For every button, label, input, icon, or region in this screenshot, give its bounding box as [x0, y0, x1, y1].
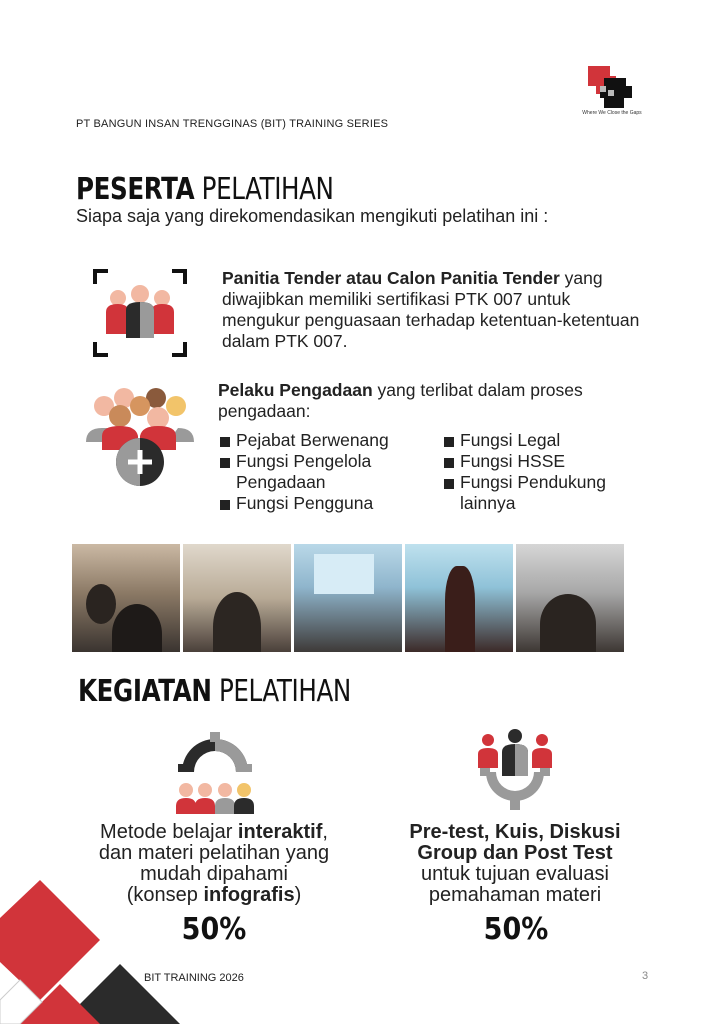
logo-caption: Where We Close the Gaps [582, 110, 642, 116]
item2-desc: yang terlibat dalam proses pengadaan: [218, 380, 583, 421]
activity-left-text: Metode belajar interaktif, dan materi pelatihan yang mudah dipahami (konsep infografis) [98, 821, 330, 906]
list-item: Fungsi Pendukung lainnya [444, 472, 644, 514]
training-photo [405, 544, 513, 652]
list-item: Fungsi Pengguna [220, 493, 430, 514]
role-list-right [444, 430, 644, 514]
item1-text [222, 268, 642, 352]
group-add-icon [84, 384, 196, 488]
training-photo [72, 544, 180, 652]
list-item: Fungsi Pengelola Pengadaan [220, 451, 430, 493]
item1-bold: Panitia Tender atau Calon Panitia Tender [222, 268, 560, 288]
activity-right-percent: 50% [483, 912, 549, 947]
bullet-icon [444, 437, 454, 447]
bullet-icon [220, 500, 230, 510]
training-photo [516, 544, 624, 652]
gear-team-icon [170, 728, 260, 814]
section-subtitle: Siapa saja yang direkomendasikan mengikuti pelatihan ini : [76, 206, 549, 226]
corner-decoration [0, 880, 180, 1024]
title-bold: KEGIATAN [78, 674, 212, 709]
page-number: 3 [642, 970, 649, 982]
list-item: Pejabat Berwenang [220, 430, 430, 451]
training-photo [294, 544, 402, 652]
team-gear-icon [474, 728, 556, 812]
activity-right-text: Pre-test, Kuis, Diskusi Group dan Post Test untuk tujuan evaluasi pemahaman materi [409, 821, 621, 906]
item2-text [218, 380, 638, 422]
section-title-kegiatan [78, 674, 351, 709]
header-company: PT BANGUN INSAN TRENGGINAS (BIT) TRAINING SERIES [76, 118, 389, 130]
footer-label: BIT TRAINING 2026 [144, 972, 244, 984]
bullet-icon [220, 437, 230, 447]
title-light: PELATIHAN [201, 172, 334, 207]
activity-left-percent: 50% [181, 912, 247, 947]
list-item: Fungsi HSSE [444, 451, 644, 472]
item1-desc: yang diwajibkan memiliki sertifikasi PTK 007 untuk mengukur penguasaan terhadap ketentuan-ketentuan dalam PTK 007. [222, 268, 640, 351]
training-photo [183, 544, 291, 652]
title-light: PELATIHAN [218, 674, 351, 709]
bullet-icon [444, 479, 454, 489]
role-list-left [220, 430, 430, 514]
title-bold: PESERTA [76, 172, 195, 207]
bullet-icon [220, 458, 230, 468]
training-photo-strip [72, 544, 624, 652]
team-focus-icon [92, 268, 188, 358]
list-item: Fungsi Legal [444, 430, 644, 451]
section-title-peserta [76, 172, 334, 207]
bullet-icon [444, 458, 454, 468]
item2-bold: Pelaku Pengadaan [218, 380, 373, 400]
